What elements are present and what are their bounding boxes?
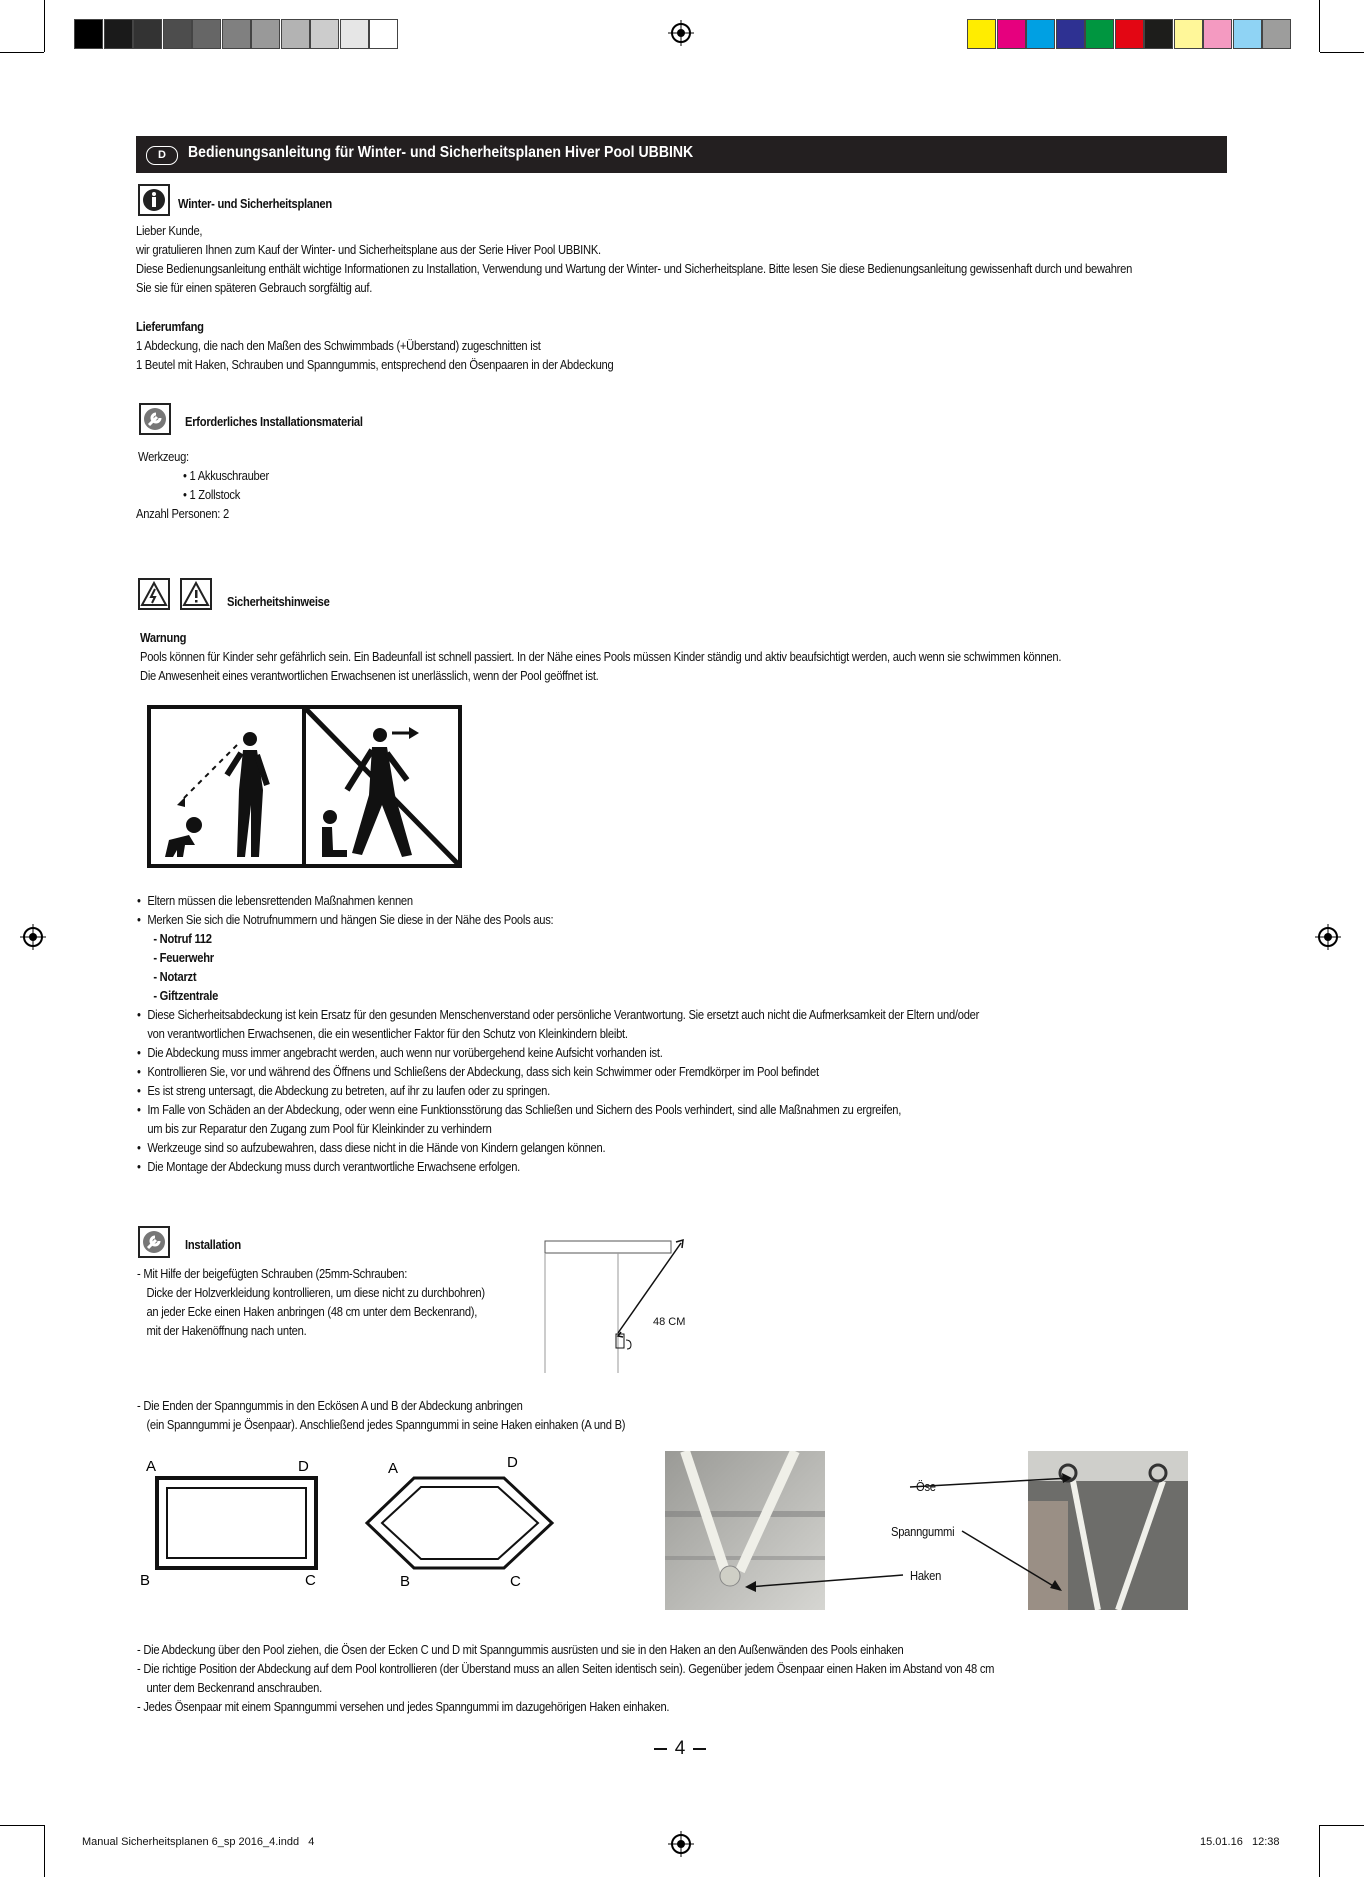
svg-text:B: B xyxy=(400,1573,411,1590)
color-swatch xyxy=(104,19,133,49)
warning-line: Pools können für Kinder sehr gefährlich sein. Ein Badeunfall ist schnell passiert. In der Nähe eines Pools müssen Kinder ständig und aktiv beaufsichtigt werden, auch wenn sie schwimmen können. xyxy=(140,649,1062,664)
document-title: Bedienungsanleitung für Winter- und Sicherheitsplanen Hiver Pool UBBINK xyxy=(188,144,694,161)
rectangle-cover-diagram xyxy=(140,1455,330,1595)
emergency-item: - Notarzt xyxy=(153,969,197,984)
color-swatch xyxy=(1056,19,1085,49)
color-swatch xyxy=(74,19,103,49)
color-swatch xyxy=(1115,19,1144,49)
supervision-pictogram xyxy=(147,705,462,868)
safety-bullet: • Die Montage der Abdeckung muss durch verantwortliche Erwachsene erfolgen. xyxy=(137,1157,997,1176)
svg-text:A: A xyxy=(388,1460,399,1477)
hook-height-diagram xyxy=(543,1238,693,1378)
safety-heading: Sicherheitshinweise xyxy=(227,594,330,609)
color-swatch xyxy=(1262,19,1291,49)
color-swatch xyxy=(967,19,996,49)
color-swatch xyxy=(1026,19,1055,49)
safety-bullet: • Werkzeuge sind so aufzubewahren, dass diese nicht in die Hände von Kindern gelangen können. xyxy=(137,1138,997,1157)
svg-text:D: D xyxy=(298,1458,309,1475)
tool-item: • 1 Zollstock xyxy=(183,487,241,502)
footer-date: 15.01.16 12:38 xyxy=(1200,1836,1280,1848)
safety-bullet: • Im Falle von Schäden an der Abdeckung, oder wenn eine Funktionsstörung das Schließen und Sichern des Pools verhindert, sind alle Maßnahmen zu ergreifen, um bis zur Reparatur den Zugang zum Pool für Kleinkinder zu verhindern xyxy=(137,1100,997,1138)
delivery-heading: Lieferumfang xyxy=(136,319,204,334)
safety-bullet: • Es ist streng untersagt, die Abdeckung zu betreten, auf ihr zu laufen oder zu springen. xyxy=(137,1081,997,1100)
color-swatch xyxy=(133,19,162,49)
color-swatch xyxy=(1233,19,1262,49)
svg-text:D: D xyxy=(507,1454,518,1471)
language-badge: D xyxy=(146,146,178,165)
registration-mark-icon xyxy=(668,20,694,46)
measure-label: 48 CM xyxy=(653,1316,686,1328)
safety-bullet: • Diese Sicherheitsabdeckung ist kein Ersatz für den gesunden Menschenverstand oder persönliche Verantwortung. Sie ersetzt auch nicht die Aufmerksamkeit der Eltern und/oder von verantwortlichen Erwachsenen, die ein wesentlicher Faktor für den Schutz von Kleinkindern bleibt. xyxy=(137,1005,997,1043)
color-swatch xyxy=(1174,19,1203,49)
persons-count: Anzahl Personen: 2 xyxy=(136,506,229,521)
emergency-item: - Feuerwehr xyxy=(153,950,214,965)
page-number: 4 xyxy=(648,1738,712,1760)
svg-text:C: C xyxy=(510,1573,521,1590)
emergency-item: - Giftzentrale xyxy=(153,988,219,1003)
safety-bullet: • Kontrollieren Sie, vor und während des Öffnens und Schließens der Abdeckung, dass sich kein Schwimmer oder Fremdkörper im Pool befindet xyxy=(137,1062,997,1081)
label-haken: Haken xyxy=(910,1568,942,1583)
material-heading: Erforderliches Installationsmaterial xyxy=(185,414,363,429)
registration-mark-icon xyxy=(668,1831,694,1857)
install-step-3: - Die Abdeckung über den Pool ziehen, die Ösen der Ecken C und D mit Spanngummis ausrüsten und sie in den Haken an den Außenwänden des Pools einhaken - Die richtige Position der Abdeckung auf dem Pool kontrollieren (der Überstand muss an allen Seiten identisch sein). Gegenüber jedem Ösenpaar einen Haken im Abstand von 48 cm unter dem Beckenrand anschrauben. - Jedes Ösenpaar mit einem Spanngummi versehen und jedes Spanngummi im dazugehörigen Haken einhaken. xyxy=(137,1642,995,1714)
registration-mark-icon xyxy=(1315,924,1341,950)
color-swatch xyxy=(222,19,251,49)
label-ose: Öse xyxy=(916,1479,936,1494)
delivery-line: 1 Abdeckung, die nach den Maßen des Schwimmbads (+Überstand) zugeschnitten ist xyxy=(136,338,541,353)
intro-line: Sie sie für einen späteren Gebrauch sorgfältig auf. xyxy=(136,280,373,295)
warning-icon xyxy=(180,578,212,610)
svg-text:C: C xyxy=(305,1572,316,1589)
label-spanngummi: Spanngummi xyxy=(891,1524,955,1539)
info-icon xyxy=(138,184,170,216)
svg-text:B: B xyxy=(140,1572,151,1589)
wrench-icon xyxy=(138,1226,170,1258)
color-swatch xyxy=(369,19,398,49)
safety-list xyxy=(137,891,997,1176)
color-swatch xyxy=(1085,19,1114,49)
callout-arrows xyxy=(740,1470,1080,1600)
intro-line: Diese Bedienungsanleitung enthält wichtige Informationen zu Installation, Verwendung und Wartung der Winter- und Sicherheitsplane. Bitte lesen Sie diese Bedienungsanleitung gewissenhaft durch und bewahren xyxy=(136,261,1133,276)
title-banner xyxy=(136,136,1227,173)
color-swatch xyxy=(310,19,339,49)
emergency-item: - Notruf 112 xyxy=(153,931,212,946)
warning-title: Warnung xyxy=(140,630,187,645)
intro-heading: Winter- und Sicherheitsplanen xyxy=(178,196,332,211)
color-swatch xyxy=(340,19,369,49)
install-step-2: - Die Enden der Spanngummis in den Eckösen A und B der Abdeckung anbringen (ein Spanngummi je Ösenpaar). Anschließend jedes Spanngummi in seine Haken einhaken (A und B) xyxy=(137,1398,626,1432)
electric-warning-icon xyxy=(138,578,170,610)
color-swatch xyxy=(163,19,192,49)
tool-item: • 1 Akkuschrauber xyxy=(183,468,269,483)
installation-heading: Installation xyxy=(185,1237,241,1252)
color-swatch xyxy=(192,19,221,49)
safety-bullet: • Merken Sie sich die Notrufnummern und hängen Sie diese in der Nähe des Pools aus: xyxy=(137,910,997,929)
safety-bullet: • Die Abdeckung muss immer angebracht werden, auch wenn nur vorübergehend keine Aufsicht vorhanden ist. xyxy=(137,1043,997,1062)
color-swatch xyxy=(997,19,1026,49)
color-swatch xyxy=(1203,19,1232,49)
svg-text:A: A xyxy=(146,1458,157,1475)
wrench-icon xyxy=(139,403,171,435)
tool-label: Werkzeug: xyxy=(138,449,189,464)
color-swatch xyxy=(281,19,310,49)
footer-file: Manual Sicherheitsplanen 6_sp 2016_4.indd 4 xyxy=(82,1836,315,1848)
hexagon-cover-diagram xyxy=(364,1450,564,1595)
intro-line: Lieber Kunde, xyxy=(136,223,203,238)
color-swatch xyxy=(251,19,280,49)
warning-line: Die Anwesenheit eines verantwortlichen Erwachsenen ist unerlässlich, wenn der Pool geöffnet ist. xyxy=(140,668,599,683)
color-swatch xyxy=(1144,19,1173,49)
intro-line: wir gratulieren Ihnen zum Kauf der Winter- und Sicherheitsplane aus der Serie Hiver Pool UBBINK. xyxy=(136,242,601,257)
install-step-1: - Mit Hilfe der beigefügten Schrauben (25mm-Schrauben: Dicke der Holzverkleidung kontrollieren, um diese nicht zu durchbohren) an jeder Ecke einen Haken anbringen (48 cm unter dem Beckenrand), mit der Hakenöffnung nach unten. xyxy=(137,1266,485,1338)
registration-mark-icon xyxy=(20,924,46,950)
safety-bullet: • Eltern müssen die lebensrettenden Maßnahmen kennen xyxy=(137,891,997,910)
delivery-line: 1 Beutel mit Haken, Schrauben und Spanngummis, entsprechend den Ösenpaaren in der Abdeckung xyxy=(136,357,614,372)
